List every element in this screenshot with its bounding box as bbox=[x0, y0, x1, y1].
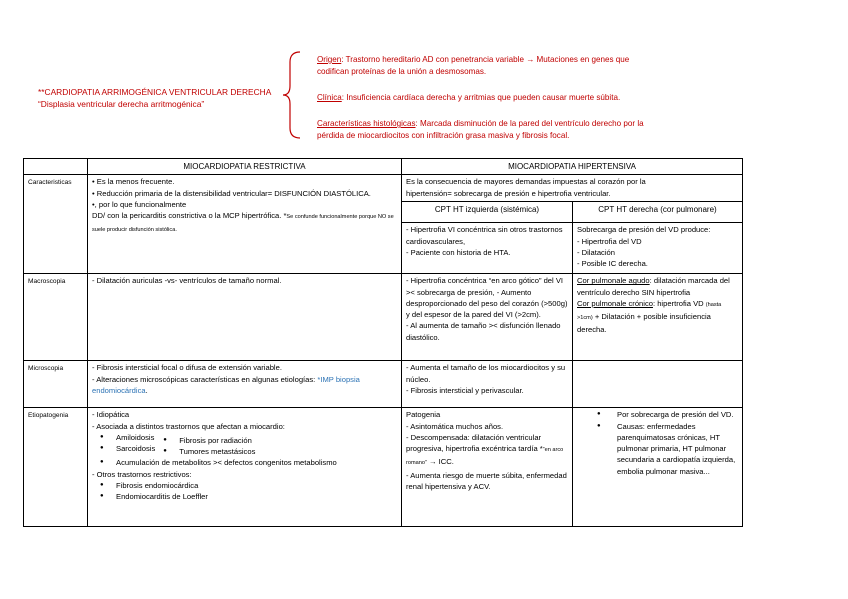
der-caracteristicas: Sobrecarga de presión del VD produce: - Hipertrofia del VD - Dilatación - Posible IC derecha. bbox=[573, 223, 743, 274]
subheader-izquierda: CPT HT izquierda (sistémica) bbox=[402, 202, 573, 223]
list-item: ● Endomiocarditis de Loeffler bbox=[116, 491, 397, 502]
der-etiopatogenia bbox=[573, 408, 743, 527]
hipertensiva-intro: Es la consecuencia de mayores demandas impuestas al corazón por la hipertensión= sobrecarga de presión e hipertrofia ventricular. bbox=[402, 175, 743, 202]
list-item: ● Fibrosis endomiocárdica bbox=[116, 480, 397, 491]
header-restrictiva: MIOCARDIOPATIA RESTRICTIVA bbox=[88, 159, 402, 175]
izq-etiopatogenia: Patogenia - Asintomática muchos años. - Descompensada: dilatación ventricular progresiva, hipertrofia excéntrica tardía *“en arco romano” → ICC. - Aumenta riesgo de muerte súbita, enfermedad renal hipertensiva y ACV. bbox=[402, 408, 573, 527]
list-item: ● Amiloidosis bbox=[116, 432, 155, 443]
table-row bbox=[24, 175, 743, 202]
restrictiva-etiopatogenia: - Idiopática - Asociada a distintos trastornos que afectan a miocardio: ● Amiloidosis ● Sarcoidosis ● Fibrosis por radiación ● Tumores metastásicos ● Acumulación de metabolitos >< defectos congenitos metabolismo - Otros trastornos restrictivos: ● Fibrosis endomiocárdica ● Endomiocarditis de Loeffler bbox=[88, 408, 402, 527]
row-label-etiopatogenia: Etiopatogenia bbox=[24, 408, 88, 527]
list-item: ● Por sobrecarga de presión del VD. bbox=[617, 409, 738, 420]
curly-brace-icon bbox=[282, 50, 306, 140]
der-microscopia bbox=[573, 361, 743, 408]
list-item: ● Sarcoidosis bbox=[116, 443, 155, 454]
origen-label: Origen bbox=[317, 55, 342, 64]
subheader-derecha: CPT HT derecha (cor pulmonare) bbox=[573, 202, 743, 223]
header-hipertensiva: MIOCARDIOPATIA HIPERTENSIVA bbox=[402, 159, 743, 175]
subtitle: “Displasia ventricular derecha arritmogénica” bbox=[38, 99, 205, 109]
table-row bbox=[24, 274, 743, 361]
histo-label: Características histológicas bbox=[317, 119, 416, 128]
row-label-microscopia: Microscopia bbox=[24, 361, 88, 408]
restrictiva-microscopia: - Fibrosis intersticial focal o difusa de extensión variable. - Alteraciones microscópicas características en algunas etiologías: *IMP biopsia endomiocárdica. bbox=[88, 361, 402, 408]
restrictiva-caracteristicas: • Es la menos frecuente. • Reducción primaria de la distensibilidad ventricular= DISFUNCIÓN DIASTÓLICA. •, por lo que funcionalmente DD/ con la pericarditis constrictiva o la MCP hipertrófica. *Se confunde funcionalmente porque NO se suele producir disfunción sistólica. bbox=[88, 175, 402, 274]
izq-caracteristicas: - Hipertrofia VI concéntrica sin otros trastornos cardiovasculares, - Paciente con historia de HTA. bbox=[402, 223, 573, 274]
row-label-macroscopia: Macroscopia bbox=[24, 274, 88, 361]
der-macroscopia: Cor pulmonale agudo: dilatación marcada del ventrículo derecho SIN hipertrofia Cor pulmonale crónico: hipertrofia VD (hasta >1cm) + Dilatación + posible insuficiencia derecha. bbox=[573, 274, 743, 361]
list-item: ● Causas: enfermedades parenquimatosas crónicas, HT pulmonar primaria, HT pulmonar secundaria a cardiopatía izquierda, embolia pulmonar masiva... bbox=[617, 421, 738, 477]
restrictiva-macroscopia: - Dilatación auriculas -vs- ventrículos de tamaño normal. bbox=[88, 274, 402, 361]
clinica-note: Clínica: Insuficiencia cardíaca derecha y arritmias que pueden causar muerte súbita. bbox=[317, 93, 621, 102]
main-title: **CARDIOPATIA ARRIMOGÉNICA VENTRICULAR DERECHA bbox=[38, 87, 272, 97]
origen-note: Origen: Trastorno hereditario AD con penetrancia variable → Mutaciones en genes que codifican proteínas de la unión a desmosomas. bbox=[317, 55, 630, 76]
izq-microscopia: - Aumenta el tamaño de los miocardiocitos y su núcleo. - Fibrosis intersticial y perivascular. bbox=[402, 361, 573, 408]
table-row bbox=[24, 361, 743, 408]
histologia-note: Características histológicas: Marcada disminución de la pared del ventrículo derecho por la pérdida de miocardiocitos con infiltración grasa masiva y fibrosis focal. bbox=[317, 119, 644, 140]
table-row bbox=[24, 408, 743, 527]
list-item: ● Fibrosis por radiación bbox=[179, 435, 255, 446]
comparison-table bbox=[23, 158, 743, 527]
list-item: ● Tumores metastásicos bbox=[179, 446, 255, 457]
title-block bbox=[38, 86, 271, 110]
list-item: ● Acumulación de metabolitos >< defectos congenitos metabolismo bbox=[116, 457, 346, 468]
clinica-label: Clínica bbox=[317, 93, 342, 102]
izq-macroscopia: - Hipertrofia concéntrica “en arco gótico” del VI >< sobrecarga de presión, - Aumento desproporcionado del peso del corazón (>500g) y del espesor de la pared del VI (>2cm). - Al aumenta de tamaño >< disfunción llenado diastólico. bbox=[402, 274, 573, 361]
row-label-caracteristicas: Caracteristicas bbox=[24, 175, 88, 274]
table-header-row bbox=[24, 159, 743, 175]
